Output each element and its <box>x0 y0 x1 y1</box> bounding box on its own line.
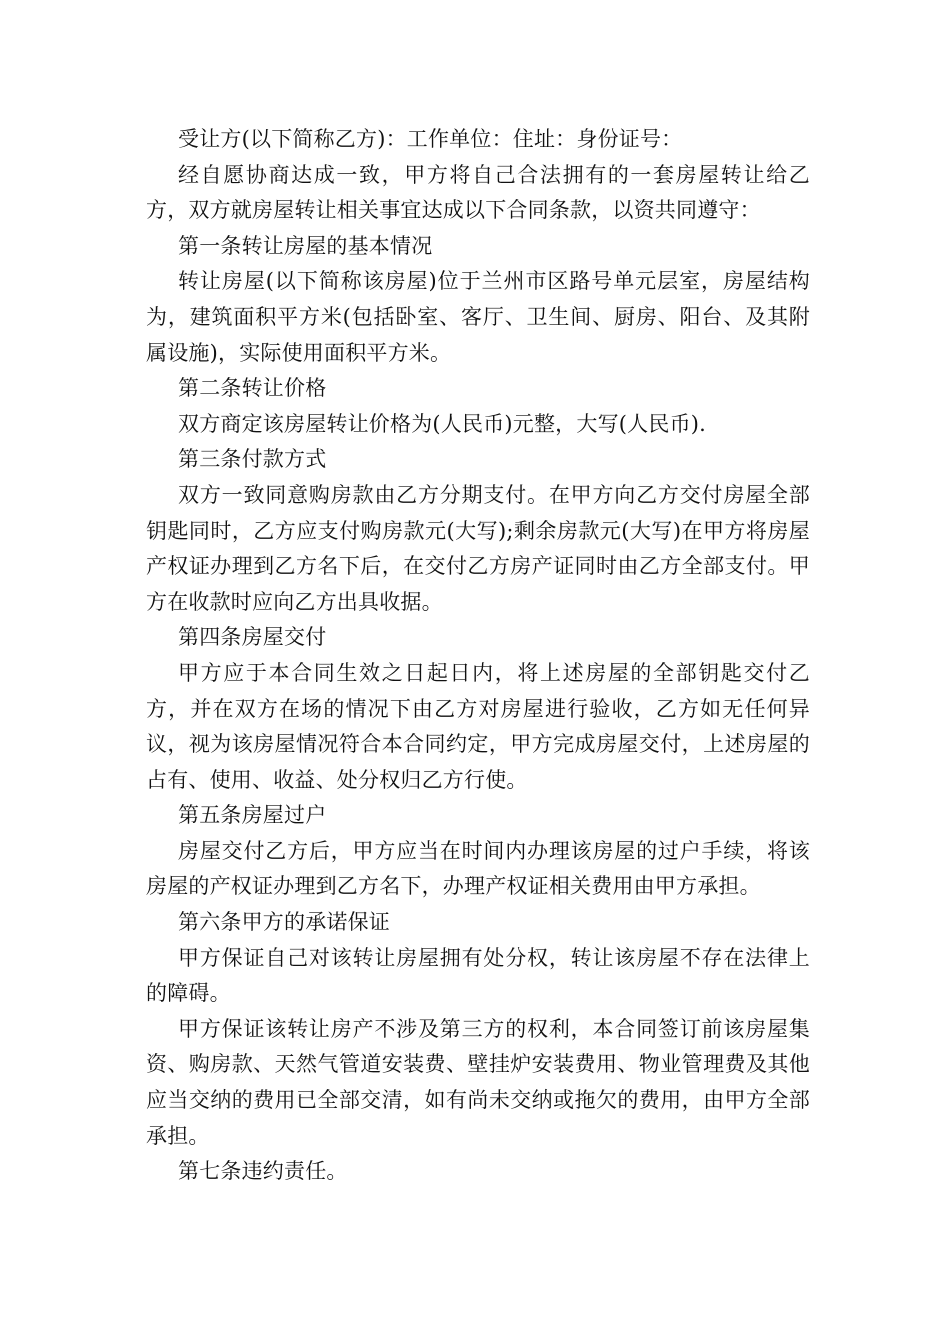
paragraph-guarantee-1: 甲方保证自己对该转让房屋拥有处分权，转让该房屋不存在法律上的障碍。 <box>146 945 810 1006</box>
paragraph-price: 双方商定该房屋转让价格为(人民币)元整，大写(人民币). <box>178 411 707 436</box>
paragraph-transferee-info: 受让方(以下简称乙方)：工作单位：住址：身份证号： <box>178 127 683 151</box>
paragraph-delivery: 甲方应于本合同生效之日起日内，将上述房屋的全部钥匙交付乙方，并在双方在场的情况下由乙方对房屋进行验收，乙方如无任何异议，视为该房屋情况符合本合同约定，甲方完成房屋交付，上述房屋的占有、使用、收益、处分权归乙方行使。 <box>146 660 810 792</box>
heading-article-6: 第六条甲方的承诺保证 <box>178 910 390 935</box>
paragraph-guarantee-2: 甲方保证该转让房产不涉及第三方的权利，本合同签订前该房屋集资、购房款、天然气管道安装费、壁挂炉安装费用、物业管理费及其他应当交纳的费用已全部交清，如有尚未交纳或拖欠的费用，由甲方全部承担。 <box>146 1016 810 1148</box>
heading-article-2: 第二条转让价格 <box>178 376 327 401</box>
paragraph-payment: 双方一致同意购房款由乙方分期支付。在甲方向乙方交付房屋全部钥匙同时，乙方应支付购房款元(大写);剩余房款元(大写)在甲方将房屋产权证办理到乙方名下后，在交付乙方房产证同时由乙方全部支付。甲方在收款时应向乙方出具收据。 <box>146 482 810 614</box>
heading-article-3: 第三条付款方式 <box>178 447 327 472</box>
paragraph-agreement-intro: 经自愿协商达成一致，甲方将自己合法拥有的一套房屋转让给乙方，双方就房屋转让相关事宜达成以下合同条款，以资共同遵守： <box>146 162 810 223</box>
paragraph-transfer: 房屋交付乙方后，甲方应当在时间内办理该房屋的过户手续，将该房屋的产权证办理到乙方名下，办理产权证相关费用由甲方承担。 <box>146 838 810 899</box>
contract-body <box>146 122 810 1190</box>
heading-article-1: 第一条转让房屋的基本情况 <box>178 233 433 258</box>
heading-article-5: 第五条房屋过户 <box>178 803 327 828</box>
heading-article-4: 第四条房屋交付 <box>178 625 327 650</box>
heading-article-7: 第七条违约责任。 <box>178 1159 348 1184</box>
paragraph-property-details: 转让房屋(以下简称该房屋)位于兰州市区路号单元层室，房屋结构为，建筑面积平方米(包括卧室、客厅、卫生间、厨房、阳台、及其附属设施)，实际使用面积平方米。 <box>146 269 810 365</box>
